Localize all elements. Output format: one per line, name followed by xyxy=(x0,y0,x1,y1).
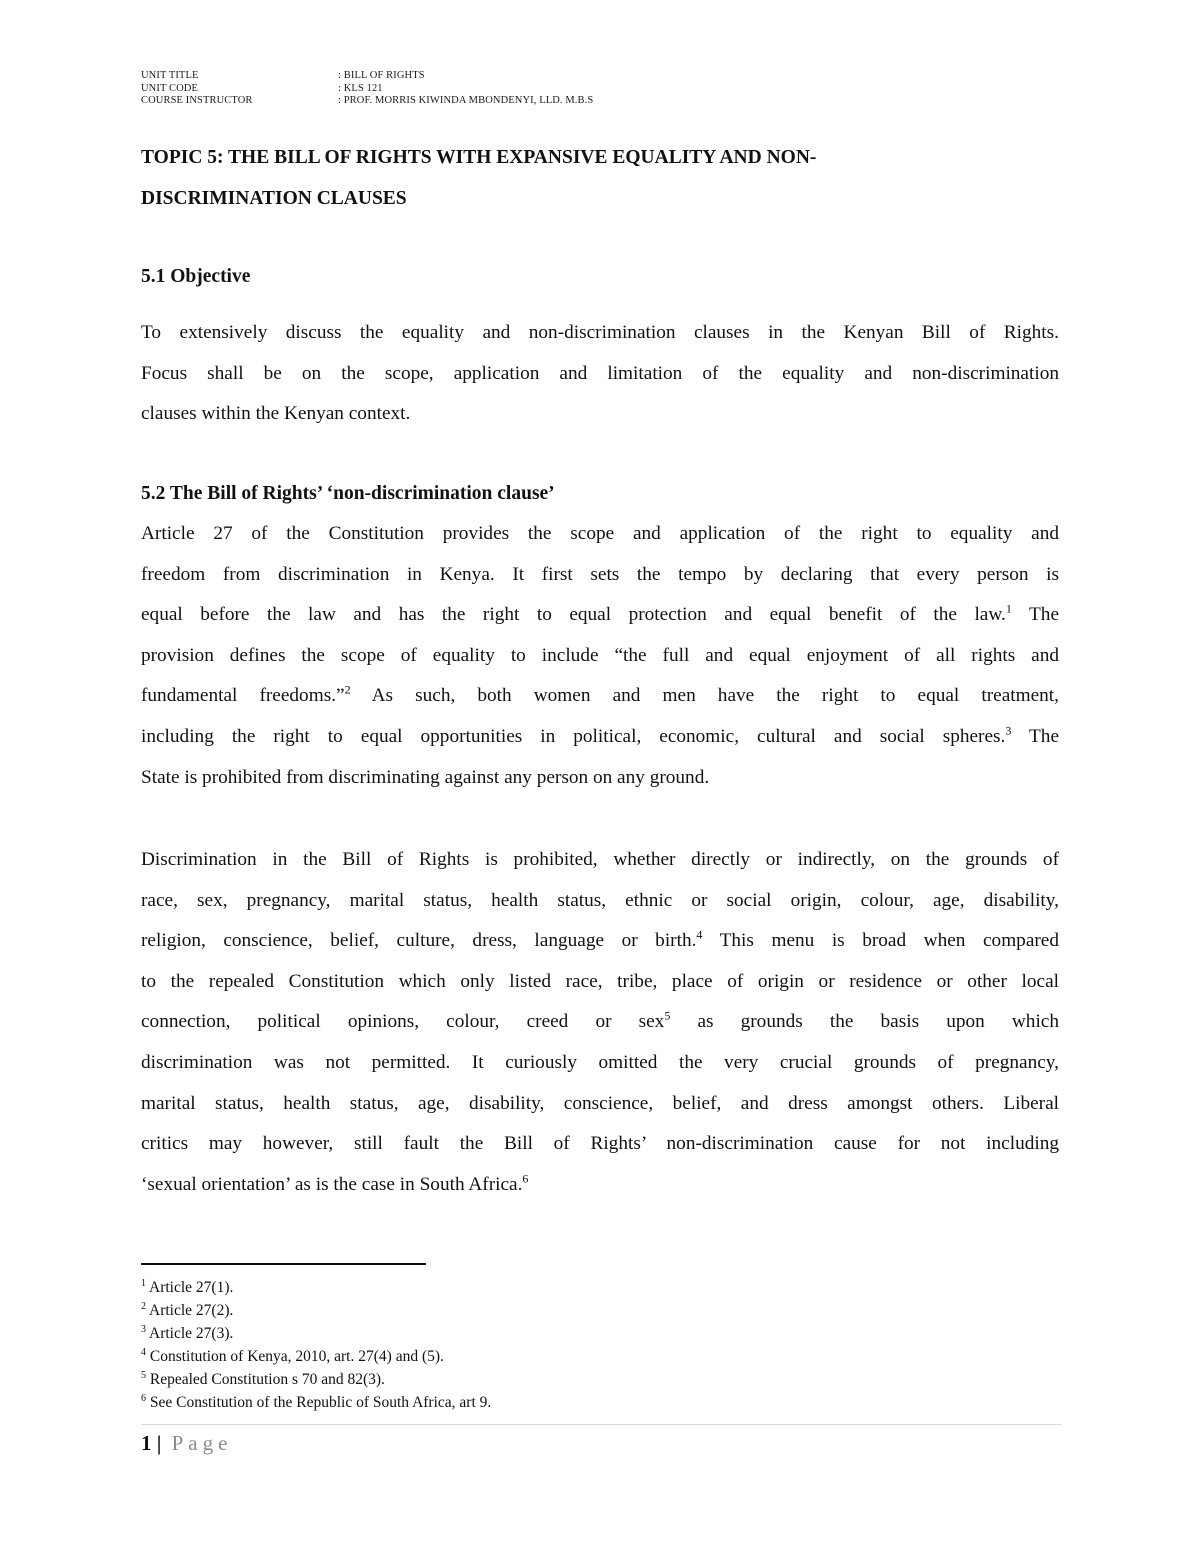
paragraph-line xyxy=(141,595,1059,636)
paragraph-line xyxy=(141,676,1059,717)
footnotes xyxy=(141,1276,491,1414)
footnote-ref-1[interactable]: 1 xyxy=(1005,601,1012,616)
paragraph-line: State is prohibited from discriminating against any person on any ground. xyxy=(141,766,710,788)
paragraph-line xyxy=(141,921,1059,962)
footnote-number: 6 xyxy=(141,1392,146,1404)
paragraph-line: Discrimination in the Bill of Rights is prohibited, whether directly or indirectly, on the grounds of xyxy=(141,849,1059,870)
paragraph-line: provision defines the scope of equality to include “the full and equal enjoyment of all rights and xyxy=(141,644,1059,666)
objective-paragraph xyxy=(141,313,1059,435)
footnote-ref-3[interactable]: 3 xyxy=(1005,723,1012,738)
footnote-text: See Constitution of the Republic of South Africa, art 9. xyxy=(146,1394,492,1411)
document-header xyxy=(141,70,593,108)
paragraph-line: critics may however, still fault the Bill of Rights’ non-discrimination cause for not including xyxy=(141,1133,1059,1155)
paragraph-line: Article 27 of the Constitution provides the scope and application of the right to equality and xyxy=(141,523,1059,544)
unit-title-label: UNIT TITLE xyxy=(141,70,199,81)
page-number: 1 | xyxy=(141,1431,162,1455)
footnote-number: 5 xyxy=(141,1369,146,1381)
page-footer xyxy=(141,1430,232,1456)
paragraph-line: to the repealed Constitution which only listed race, tribe, place of origin or residence or other local xyxy=(141,970,1059,992)
header-unit-code-row xyxy=(141,83,593,96)
line-text: religion, conscience, belief, culture, dress, language or birth. xyxy=(141,930,697,952)
footnote-number: 2 xyxy=(141,1300,146,1312)
line-text: The xyxy=(1011,725,1059,747)
section-heading-non-discrimination: 5.2 The Bill of Rights’ ‘non-discrimination clause’ xyxy=(141,483,555,504)
objective-line: To extensively discuss the equality and non-discrimination clauses in the Kenyan Bill of Rights. xyxy=(141,322,1059,343)
paragraph-line xyxy=(141,1165,1059,1206)
instructor-value: : PROF. MORRIS KIWINDA MBONDENYI, LLD. M.B.S xyxy=(338,95,594,106)
footnote-separator xyxy=(141,1263,426,1265)
page-word: Page xyxy=(161,1431,233,1455)
footer-divider xyxy=(141,1424,1062,1425)
title-line-1: TOPIC 5: THE BILL OF RIGHTS WITH EXPANSIVE EQUALITY AND NON- xyxy=(141,147,817,168)
unit-code-label: UNIT CODE xyxy=(141,82,198,94)
footnote-ref-6[interactable]: 6 xyxy=(522,1171,529,1186)
paragraph-line xyxy=(141,717,1059,758)
unit-title-value: : BILL OF RIGHTS xyxy=(338,70,425,81)
line-text: connection, political opinions, colour, creed or sex xyxy=(141,1011,665,1033)
footnote-ref-5[interactable]: 5 xyxy=(664,1008,671,1023)
paragraph-line xyxy=(141,1002,1059,1043)
footnote-number: 4 xyxy=(141,1346,146,1358)
footnote-item xyxy=(141,1322,491,1345)
objective-line: Focus shall be on the scope, application and limitation of the equality and non-discrimination xyxy=(141,362,1059,384)
objective-line: clauses within the Kenyan context. xyxy=(141,403,411,425)
discrimination-grounds-paragraph xyxy=(141,840,1059,1205)
line-text: This menu is broad when compared xyxy=(702,930,1060,952)
page-title xyxy=(141,137,1059,219)
line-text: equal before the law and has the right to equal protection and equal benefit of the law. xyxy=(141,604,1006,626)
title-line-2: DISCRIMINATION CLAUSES xyxy=(141,188,407,209)
footnote-item xyxy=(141,1391,491,1414)
line-text: As such, both women and men have the right to equal treatment, xyxy=(350,685,1059,707)
line-text: as grounds the basis upon which xyxy=(670,1011,1059,1033)
footnote-text: Article 27(3). xyxy=(146,1325,234,1342)
paragraph-line: freedom from discrimination in Kenya. It first sets the tempo by declaring that every person is xyxy=(141,563,1059,585)
paragraph-line: marital status, health status, age, disability, conscience, belief, and dress amongst others. Liberal xyxy=(141,1092,1059,1114)
paragraph-line: race, sex, pregnancy, marital status, health status, ethnic or social origin, colour, age, disability, xyxy=(141,889,1059,911)
footnote-item xyxy=(141,1368,491,1391)
header-instructor-row xyxy=(141,95,593,108)
section-heading-objective: 5.1 Objective xyxy=(141,266,251,287)
footnote-number: 1 xyxy=(141,1277,146,1289)
footnote-text: Constitution of Kenya, 2010, art. 27(4) and (5). xyxy=(146,1348,444,1365)
line-text: ‘sexual orientation’ as is the case in South Africa. xyxy=(141,1173,523,1195)
article-27-paragraph xyxy=(141,514,1059,798)
instructor-label: COURSE INSTRUCTOR xyxy=(141,95,253,106)
header-unit-title-row xyxy=(141,70,593,83)
footnote-ref-4[interactable]: 4 xyxy=(696,927,703,942)
line-text: including the right to equal opportunities in political, economic, cultural and social spheres. xyxy=(141,725,1006,747)
footnote-text: Repealed Constitution s 70 and 82(3). xyxy=(146,1371,385,1388)
line-text: fundamental freedoms.” xyxy=(141,685,345,707)
line-text: The xyxy=(1011,604,1059,626)
footnote-item xyxy=(141,1276,491,1299)
unit-code-value: : KLS 121 xyxy=(338,82,383,94)
footnote-number: 3 xyxy=(141,1323,146,1335)
footnote-item xyxy=(141,1299,491,1322)
footnote-ref-2[interactable]: 2 xyxy=(344,682,351,697)
footnote-item xyxy=(141,1345,491,1368)
footnote-text: Article 27(2). xyxy=(146,1302,234,1319)
paragraph-line: discrimination was not permitted. It curiously omitted the very crucial grounds of pregnancy, xyxy=(141,1051,1059,1073)
footnote-text: Article 27(1). xyxy=(146,1279,234,1296)
